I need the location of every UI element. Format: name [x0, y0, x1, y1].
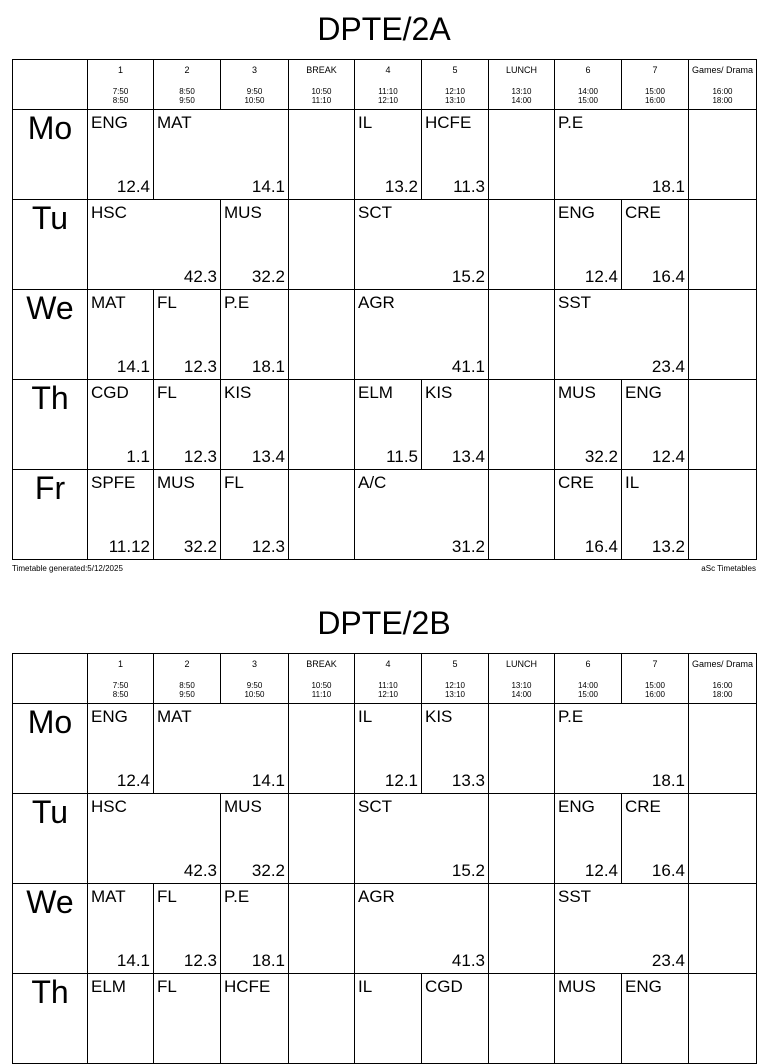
subject-code: ENG: [91, 707, 128, 726]
lesson-cell: [88, 110, 154, 200]
subject-code: SCT: [358, 203, 392, 222]
period-start: 7:50: [112, 87, 129, 96]
period-end: 18:00: [712, 690, 733, 699]
lesson-cell: [88, 290, 154, 380]
period-header: [289, 60, 355, 110]
day-label: Fr: [13, 470, 88, 560]
empty-cell: [489, 110, 555, 200]
room-number: 13.4: [251, 447, 285, 466]
period-end: 14:00: [511, 690, 532, 699]
lesson-cell: [622, 470, 689, 560]
room-number: 14.1: [116, 951, 150, 970]
lesson-cell: [221, 290, 289, 380]
lesson-cell: [355, 380, 422, 470]
lesson-cell: [88, 974, 154, 1064]
lesson-cell: [355, 974, 422, 1064]
day-label: We: [13, 884, 88, 974]
subject-code: MAT: [157, 113, 192, 132]
lesson-cell: [88, 200, 221, 290]
period-time: [622, 87, 688, 105]
period-label: LUNCH: [505, 659, 537, 669]
period-header: [88, 60, 154, 110]
room-number: 14.1: [251, 771, 285, 790]
subject-code: IL: [358, 113, 373, 132]
period-start: 9:50: [246, 87, 263, 96]
generated-date: Timetable generated:5/12/2025: [12, 564, 123, 573]
period-label: BREAK: [306, 659, 337, 669]
subject-code: HSC: [91, 797, 127, 816]
lesson-cell: [221, 974, 289, 1064]
empty-cell: [289, 380, 355, 470]
empty-cell: [689, 704, 757, 794]
day-row: [13, 110, 757, 200]
lesson-cell: [221, 470, 289, 560]
room-number: 13.2: [651, 537, 685, 556]
period-time: [555, 681, 621, 699]
room-number: 18.1: [251, 951, 285, 970]
period-end: 12:10: [377, 96, 399, 105]
period-end: 13:10: [444, 96, 466, 105]
lesson-cell: [622, 794, 689, 884]
subject-code: FL: [157, 293, 177, 312]
subject-code: CRE: [558, 473, 594, 492]
period-label: 5: [452, 659, 458, 669]
header-row: [13, 654, 757, 704]
subject-code: IL: [625, 473, 640, 492]
lesson-cell: [154, 290, 221, 380]
room-number: 12.1: [384, 771, 418, 790]
period-header: [622, 60, 689, 110]
room-number: 12.3: [183, 357, 217, 376]
room-number: 12.3: [183, 447, 217, 466]
day-label: Th: [13, 380, 88, 470]
empty-cell: [489, 290, 555, 380]
empty-cell: [489, 380, 555, 470]
period-header: [154, 60, 221, 110]
room-number: 12.4: [116, 177, 150, 196]
subject-code: IL: [358, 707, 373, 726]
lesson-cell: [555, 110, 689, 200]
room-number: 32.2: [251, 267, 285, 286]
period-end: 12:10: [377, 690, 399, 699]
lesson-cell: [355, 200, 489, 290]
empty-cell: [689, 200, 757, 290]
subject-code: FL: [157, 383, 177, 402]
subject-code: ENG: [625, 977, 662, 996]
room-number: 42.3: [183, 267, 217, 286]
room-number: 11.5: [386, 447, 418, 466]
subject-code: HSC: [91, 203, 127, 222]
empty-cell: [289, 794, 355, 884]
header-row: [13, 60, 757, 110]
period-time: [154, 681, 220, 699]
period-time: [355, 681, 421, 699]
room-number: 13.2: [384, 177, 418, 196]
empty-cell: [689, 794, 757, 884]
day-label: Tu: [13, 794, 88, 884]
subject-code: AGR: [358, 293, 395, 312]
lesson-cell: [154, 974, 221, 1064]
empty-cell: [289, 110, 355, 200]
room-number: 12.4: [116, 771, 150, 790]
day-row: [13, 884, 757, 974]
subject-code: MUS: [558, 383, 596, 402]
empty-cell: [689, 884, 757, 974]
period-header: [422, 654, 489, 704]
period-end: 15:00: [577, 96, 599, 105]
period-time: [355, 87, 421, 105]
subject-code: CGD: [91, 383, 129, 402]
period-end: 10:50: [244, 690, 265, 699]
day-label: Mo: [13, 704, 88, 794]
period-label: 7: [652, 659, 658, 669]
lesson-cell: [88, 470, 154, 560]
subject-code: ELM: [91, 977, 126, 996]
period-header: [154, 654, 221, 704]
empty-cell: [489, 200, 555, 290]
period-end: 16:00: [644, 96, 666, 105]
day-row: [13, 200, 757, 290]
lesson-cell: [355, 290, 489, 380]
room-number: 31.2: [451, 537, 485, 556]
lesson-cell: [88, 380, 154, 470]
subject-code: ENG: [625, 383, 662, 402]
period-time: [221, 87, 288, 105]
lesson-cell: [88, 884, 154, 974]
period-label: BREAK: [306, 65, 337, 75]
empty-cell: [289, 200, 355, 290]
room-number: 18.1: [251, 357, 285, 376]
period-header: [13, 654, 88, 704]
period-header: [355, 654, 422, 704]
room-number: 13.3: [451, 771, 485, 790]
period-header: [489, 654, 555, 704]
empty-cell: [689, 110, 757, 200]
empty-cell: [489, 974, 555, 1064]
period-time: [221, 681, 288, 699]
period-label: Games/ Drama: [691, 659, 753, 669]
lesson-cell: [88, 794, 221, 884]
lesson-cell: [622, 380, 689, 470]
subject-code: P.E: [224, 293, 250, 312]
period-start: 7:50: [112, 681, 129, 690]
lesson-cell: [154, 380, 221, 470]
lesson-cell: [154, 884, 221, 974]
room-number: 41.3: [451, 951, 485, 970]
room-number: 42.3: [183, 861, 217, 880]
lesson-cell: [422, 704, 489, 794]
period-label: 6: [585, 65, 591, 75]
period-start: 12:10: [444, 87, 466, 96]
empty-cell: [489, 884, 555, 974]
room-number: 12.3: [183, 951, 217, 970]
period-start: 15:00: [644, 681, 666, 690]
room-number: 32.2: [584, 447, 618, 466]
room-number: 14.1: [251, 177, 285, 196]
subject-code: ELM: [358, 383, 393, 402]
period-label: 1: [117, 659, 123, 669]
empty-cell: [289, 704, 355, 794]
room-number: 16.4: [651, 861, 685, 880]
empty-cell: [489, 794, 555, 884]
period-label: Games/ Drama: [691, 65, 753, 75]
empty-cell: [489, 704, 555, 794]
empty-cell: [689, 290, 757, 380]
period-start: 12:10: [444, 681, 466, 690]
lesson-cell: [221, 380, 289, 470]
period-start: 8:50: [179, 681, 195, 690]
lesson-cell: [555, 380, 622, 470]
lesson-cell: [355, 110, 422, 200]
subject-code: CGD: [425, 977, 463, 996]
lesson-cell: [355, 470, 489, 560]
period-time: [622, 681, 688, 699]
room-number: 11.3: [453, 177, 485, 196]
subject-code: MUS: [224, 203, 262, 222]
period-header: [555, 60, 622, 110]
subject-code: CRE: [625, 797, 661, 816]
room-number: 16.4: [584, 537, 618, 556]
period-start: 11:10: [378, 681, 398, 690]
period-end: 15:00: [577, 690, 599, 699]
room-number: 32.2: [183, 537, 217, 556]
period-end: 13:10: [444, 690, 466, 699]
subject-code: KIS: [224, 383, 252, 402]
room-number: 41.1: [451, 357, 485, 376]
period-time: [88, 681, 153, 699]
subject-code: MUS: [224, 797, 262, 816]
room-number: 32.2: [251, 861, 285, 880]
lesson-cell: [555, 974, 622, 1064]
period-time: [689, 681, 756, 699]
period-start: 14:00: [577, 681, 599, 690]
period-header: [88, 654, 154, 704]
subject-code: IL: [358, 977, 373, 996]
lesson-cell: [555, 704, 689, 794]
subject-code: FL: [157, 977, 177, 996]
period-label: 3: [251, 65, 257, 75]
empty-cell: [289, 974, 355, 1064]
period-start: 13:10: [511, 681, 532, 690]
timetable-grid: [12, 653, 757, 1064]
period-end: 11:10: [311, 96, 332, 105]
day-row: [13, 290, 757, 380]
period-end: 16:00: [644, 690, 666, 699]
brand-label: aSc Timetables: [701, 564, 756, 573]
lesson-cell: [221, 200, 289, 290]
period-label: 4: [385, 659, 391, 669]
lesson-cell: [422, 110, 489, 200]
period-start: 11:10: [378, 87, 398, 96]
period-header: [689, 654, 757, 704]
subject-code: KIS: [425, 707, 453, 726]
empty-cell: [289, 290, 355, 380]
period-start: 15:00: [644, 87, 666, 96]
room-number: 14.1: [116, 357, 150, 376]
period-header: [422, 60, 489, 110]
period-label: 2: [184, 659, 190, 669]
subject-code: MUS: [558, 977, 596, 996]
room-number: 12.4: [584, 267, 618, 286]
period-label: 7: [652, 65, 658, 75]
period-time: [88, 87, 153, 105]
lesson-cell: [355, 884, 489, 974]
period-header: [489, 60, 555, 110]
subject-code: CRE: [625, 203, 661, 222]
lesson-cell: [422, 974, 489, 1064]
empty-cell: [289, 470, 355, 560]
empty-cell: [689, 974, 757, 1064]
lesson-cell: [221, 884, 289, 974]
subject-code: SST: [558, 887, 592, 906]
subject-code: ENG: [558, 203, 595, 222]
lesson-cell: [622, 200, 689, 290]
day-label: Th: [13, 974, 88, 1064]
period-end: 8:50: [112, 96, 129, 105]
period-start: 10:50: [311, 681, 332, 690]
day-label: Tu: [13, 200, 88, 290]
period-header: [689, 60, 757, 110]
period-start: 14:00: [577, 87, 599, 96]
room-number: 15.2: [451, 267, 485, 286]
lesson-cell: [355, 794, 489, 884]
period-start: 8:50: [179, 87, 195, 96]
empty-cell: [689, 380, 757, 470]
subject-code: ENG: [91, 113, 128, 132]
subject-code: MAT: [91, 293, 126, 312]
lesson-cell: [221, 794, 289, 884]
lesson-cell: [622, 974, 689, 1064]
room-number: 23.4: [651, 357, 685, 376]
lesson-cell: [154, 704, 289, 794]
period-time: [154, 87, 220, 105]
period-end: 18:00: [712, 96, 733, 105]
room-number: 18.1: [651, 771, 685, 790]
room-number: 23.4: [651, 951, 685, 970]
period-start: 16:00: [712, 681, 733, 690]
period-header: [221, 654, 289, 704]
room-number: 12.4: [651, 447, 685, 466]
subject-code: MUS: [157, 473, 195, 492]
period-header: [221, 60, 289, 110]
empty-cell: [489, 470, 555, 560]
timetable-grid: [12, 59, 757, 560]
period-label: 2: [184, 65, 190, 75]
day-row: [13, 794, 757, 884]
period-time: [489, 681, 554, 699]
period-end: 10:50: [244, 96, 265, 105]
room-number: 1.1: [126, 447, 150, 466]
timetable-title: DPTE/2A: [317, 11, 451, 47]
lesson-cell: [422, 380, 489, 470]
period-time: [422, 87, 488, 105]
day-label: Mo: [13, 110, 88, 200]
day-row: [13, 380, 757, 470]
room-number: 16.4: [651, 267, 685, 286]
lesson-cell: [555, 794, 622, 884]
subject-code: FL: [224, 473, 244, 492]
subject-code: FL: [157, 887, 177, 906]
period-time: [289, 681, 354, 699]
period-end: 9:50: [179, 96, 195, 105]
subject-code: P.E: [224, 887, 250, 906]
lesson-cell: [555, 470, 622, 560]
period-start: 13:10: [511, 87, 532, 96]
period-header: [355, 60, 422, 110]
period-label: 5: [452, 65, 458, 75]
period-time: [489, 87, 554, 105]
period-header: [289, 654, 355, 704]
subject-code: P.E: [558, 707, 584, 726]
period-label: 3: [251, 659, 257, 669]
period-start: 9:50: [246, 681, 263, 690]
period-end: 11:10: [311, 690, 332, 699]
period-time: [689, 87, 756, 105]
day-row: [13, 470, 757, 560]
period-header: [13, 60, 88, 110]
subject-code: SPFE: [91, 473, 136, 492]
day-row: [13, 974, 757, 1064]
period-label: 1: [117, 65, 123, 75]
subject-code: ENG: [558, 797, 595, 816]
day-row: [13, 704, 757, 794]
period-time: [289, 87, 354, 105]
lesson-cell: [154, 110, 289, 200]
lesson-cell: [355, 704, 422, 794]
subject-code: P.E: [558, 113, 584, 132]
subject-code: HCFE: [425, 113, 472, 132]
subject-code: MAT: [91, 887, 126, 906]
period-label: LUNCH: [505, 65, 537, 75]
subject-code: AGR: [358, 887, 395, 906]
period-label: 4: [385, 65, 391, 75]
lesson-cell: [555, 884, 689, 974]
period-start: 10:50: [311, 87, 332, 96]
period-time: [422, 681, 488, 699]
lesson-cell: [555, 290, 689, 380]
room-number: 12.4: [584, 861, 618, 880]
period-end: 8:50: [112, 690, 129, 699]
period-end: 14:00: [511, 96, 532, 105]
room-number: 18.1: [651, 177, 685, 196]
empty-cell: [689, 470, 757, 560]
lesson-cell: [154, 470, 221, 560]
room-number: 15.2: [451, 861, 485, 880]
subject-code: KIS: [425, 383, 453, 402]
lesson-cell: [88, 704, 154, 794]
room-number: 12.3: [251, 537, 285, 556]
day-label: We: [13, 290, 88, 380]
period-end: 9:50: [179, 690, 195, 699]
empty-cell: [289, 884, 355, 974]
subject-code: SCT: [358, 797, 392, 816]
period-label: 6: [585, 659, 591, 669]
room-number: 11.12: [108, 537, 150, 556]
period-start: 16:00: [712, 87, 733, 96]
subject-code: A/C: [358, 473, 387, 492]
timetable-title: DPTE/2B: [317, 605, 451, 641]
subject-code: MAT: [157, 707, 192, 726]
period-header: [555, 654, 622, 704]
subject-code: HCFE: [224, 977, 271, 996]
room-number: 13.4: [451, 447, 485, 466]
period-header: [622, 654, 689, 704]
subject-code: SST: [558, 293, 592, 312]
lesson-cell: [555, 200, 622, 290]
period-time: [555, 87, 621, 105]
